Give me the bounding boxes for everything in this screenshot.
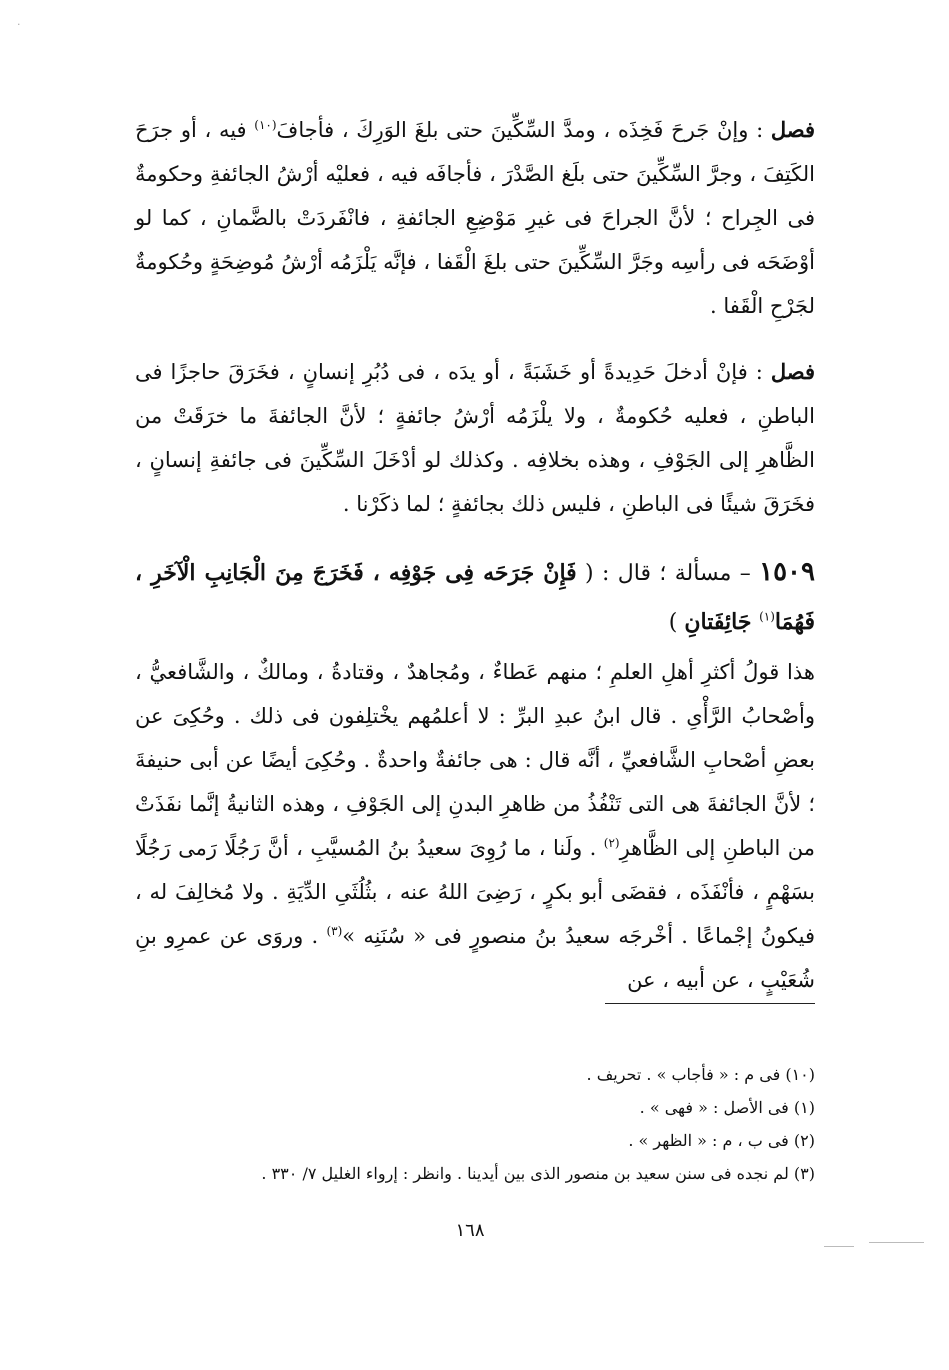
paragraph-fasl-1 [135,108,815,328]
issue-quote: فَإِنْ جَرَحَه فِى جَوْفِه ، فَخَرَجَ مِنَ الْجَانِبِ الْآخَرِ ، فَهُمَا [135,560,815,635]
footnote-ref[interactable]: (٢) [603,836,620,850]
issue-intro: – مسألة ؛ قال : ( [576,561,760,586]
section-label: فصل [770,359,815,384]
paragraph-commentary [135,650,815,1002]
footnote: (٣) لم نجده فى سنن سعيد بن منصور الذى بين أيدينا . وانظر : إرواء الغليل ٧/ ٣٣٠ . [261,1164,815,1183]
paragraph-text: : فإنْ أدخلَ حَدِيدةً أو خَشَبَةً ، أو يدَه ، فى دُبُرِ إنسانٍ ، فخَرَقَ حاجزًا فى الباطنِ ، فعليه حُكومةٌ ، ولا يلْزَمُه أرْشُ جائفةٍ ؛ لأنَّ الجائفةَ ما خرَقَتْ من الظَّاهرِ إلى الجَوْفِ ، وهذه بخلافِه . وكذلك لو أدْخَلَ السِّكِّينَ فى جائفةِ إنسانٍ ، فخَرَقَ شيئًا فى الباطنِ ، فليس ذلك بجائفةٍ ؛ لما ذكَرْنا . [135,360,815,516]
footnote-divider [605,1003,815,1004]
issue-quote-end: جَائِفَتانِ [684,609,760,635]
footnotes [261,1058,815,1190]
paragraph-text: فيه ، أو جرَحَ الكَتِفَ ، وجرَّ السِّكِّينَ حتى بلَغ الصَّدْرَ ، فأجافَه فيه ، فعليْه أرْشُ الجائفةِ وحكومةٌ فى الجِراح ؛ لأنَّ الجراحَ فى غيرِ مَوْضِعِ الجائفةِ ، فانْفَردَتْ بالضَّمانِ ، كما لو أوْضَحَه فى رأسِه وجَرَّ السِّكِّينَ حتى بلغَ الْقَفا ، فإنَّه يَلْزَمُه أرْشُ مُوضِحَةٍ وحُكومةٌ لجَرْحِ الْقَفا . [135,118,815,318]
paragraph-text: : وإنْ جَرحَ فَخِذَه ، ومدَّ السِّكِّينَ حتى بلغَ الوَرِكَ ، فأجافَ [276,118,771,142]
section-label: فصل [770,117,815,142]
paragraph-text: هذا قولُ أكثرِ أهلِ العلمِ ؛ منهم عَطاءٌ ، ومُجاهدٌ ، وقتادةُ ، ومالكٌ ، والشَّافعيُّ ، وأصْحابُ الرَّأْىِ . قال ابنُ عبدِ البرِّ : لا أعلمُهم يخْتلِفون فى ذلك . وحُكِىَ عن بعضِ أصْحابِ الشَّافعيِّ ، أنَّه قال : هى جائفةٌ واحدةٌ . وحُكِىَ أيضًا عن أبى حنيفةَ ؛ لأنَّ الجائفةَ هى التى تَنْفُذُ من ظاهرِ البدنِ إلى الجَوْفِ ، وهذه الثانيةُ إنَّما نفَذَتْ من الباطنِ إلى الظَّاهرِ [135,660,815,860]
scan-speck: · [17,18,21,31]
issue-close: ) [668,610,685,635]
issue-heading [135,548,815,647]
paragraph-text: . ولَنا ، ما رُوِىَ سعيدُ بنُ المُسيَّبِ ، أنَّ رَجُلًا رَمى رَجُلًا بسَهْمٍ ، فأنْفَذَه ، فقضَى أبو بكرٍ ، رَضِىَ اللهُ عنه ، بثُلُثَىِ الدِّيَةِ . ولا مُخالِفَ له ، فيكونُ إجْماعًا . أخْرجَه سعيدُ بنُ منصورٍ فى « سُنَنِه » [135,836,815,948]
footnote-ref[interactable]: (٣) [326,924,343,938]
issue-number: ١٥٠٩ [759,557,815,587]
scan-noise [824,1238,929,1258]
footnote: (١٠) فى م : « فأجاب » . تحريف . [586,1065,815,1084]
footnote: (٢) فى ب ، م : « الظهر » . [628,1131,815,1150]
paragraph-text: . وروَى عن عمرِو بنِ شُعَيْبٍ ، عن أبيه ، عن [135,924,815,992]
paragraph-fasl-2 [135,350,815,526]
footnote-ref[interactable]: (١) [759,609,775,624]
page-number: ١٦٨ [455,1220,485,1241]
footnote: (١) فى الأصل : « فهى » . [639,1098,815,1117]
footnote-ref[interactable]: (١٠) [254,118,277,132]
